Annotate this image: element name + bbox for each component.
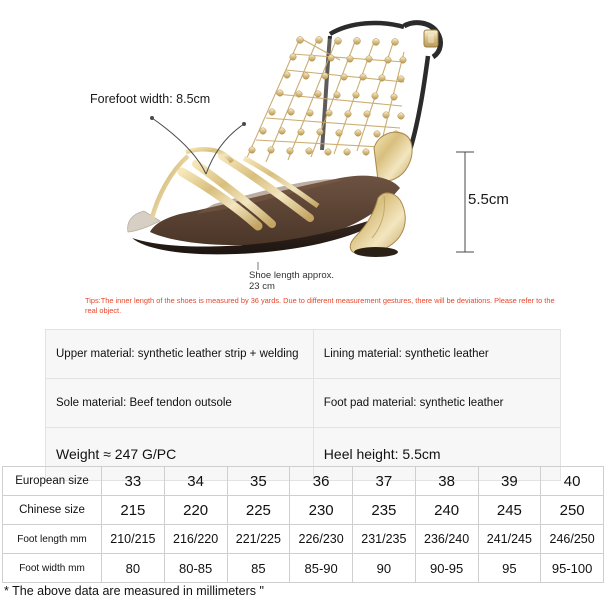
cell-european-size-37: 37	[353, 467, 416, 496]
cell-european-size-40: 40	[541, 467, 604, 496]
spec-sole-material: Sole material: Beef tendon outsole	[46, 379, 314, 428]
spec-weight: Weight ≈ 247 G/PC	[46, 428, 314, 481]
cell-chinese-size-5: 235	[353, 496, 416, 525]
row-header-foot-width: Foot width mm	[3, 554, 102, 583]
cell-chinese-size-1: 215	[102, 496, 165, 525]
cell-foot-width-2: 80-85	[164, 554, 227, 583]
spec-row	[46, 330, 561, 379]
cell-european-size-34: 34	[164, 467, 227, 496]
material-spec-table	[45, 329, 561, 481]
cell-european-size-33: 33	[102, 467, 165, 496]
cell-chinese-size-6: 240	[415, 496, 478, 525]
cell-foot-length-6: 236/240	[415, 525, 478, 554]
cell-foot-length-8: 246/250	[541, 525, 604, 554]
table-row	[3, 525, 604, 554]
shoe-drawing	[0, 0, 606, 300]
cell-chinese-size-2: 220	[164, 496, 227, 525]
cell-foot-width-1: 80	[102, 554, 165, 583]
cell-foot-width-4: 85-90	[290, 554, 353, 583]
heel-height-label: 5.5cm	[468, 191, 509, 208]
cell-foot-length-3: 221/225	[227, 525, 290, 554]
cell-foot-length-7: 241/245	[478, 525, 541, 554]
cell-foot-width-3: 85	[227, 554, 290, 583]
tips-text: Tips:The inner length of the shoes is measured by 36 yards. Due to different measurement gestures, there will be deviations. Please refer to the real object.	[85, 296, 555, 315]
table-row	[3, 554, 604, 583]
cell-foot-width-5: 90	[353, 554, 416, 583]
measurement-footnote: * The above data are measured in millimeters "	[4, 584, 264, 598]
cell-european-size-36: 36	[290, 467, 353, 496]
spec-footpad-material: Foot pad material: synthetic leather	[313, 379, 560, 428]
cell-european-size-39: 39	[478, 467, 541, 496]
cell-foot-width-6: 90-95	[415, 554, 478, 583]
cell-foot-length-4: 226/230	[290, 525, 353, 554]
table-row	[3, 467, 604, 496]
cell-chinese-size-3: 225	[227, 496, 290, 525]
cell-european-size-35: 35	[227, 467, 290, 496]
cell-chinese-size-4: 230	[290, 496, 353, 525]
cell-foot-length-1: 210/215	[102, 525, 165, 554]
spec-lining-material: Lining material: synthetic leather	[313, 330, 560, 379]
row-header-foot-length: Foot length mm	[3, 525, 102, 554]
cell-chinese-size-8: 250	[541, 496, 604, 525]
cell-european-size-38: 38	[415, 467, 478, 496]
size-chart-table	[2, 466, 604, 583]
cell-foot-length-5: 231/235	[353, 525, 416, 554]
row-header-european-size: European size	[3, 467, 102, 496]
spec-upper-material: Upper material: synthetic leather strip + welding	[46, 330, 314, 379]
cell-foot-length-2: 216/220	[164, 525, 227, 554]
cell-foot-width-7: 95	[478, 554, 541, 583]
cell-foot-width-8: 95-100	[541, 554, 604, 583]
shoe-length-label: Shoe length approx. 23 cm	[249, 270, 335, 292]
spec-heel-height: Heel height: 5.5cm	[313, 428, 560, 481]
cell-chinese-size-7: 245	[478, 496, 541, 525]
table-row	[3, 496, 604, 525]
forefoot-width-label: Forefoot width: 8.5cm	[90, 92, 211, 106]
row-header-chinese-size: Chinese size	[3, 496, 102, 525]
spec-row	[46, 379, 561, 428]
